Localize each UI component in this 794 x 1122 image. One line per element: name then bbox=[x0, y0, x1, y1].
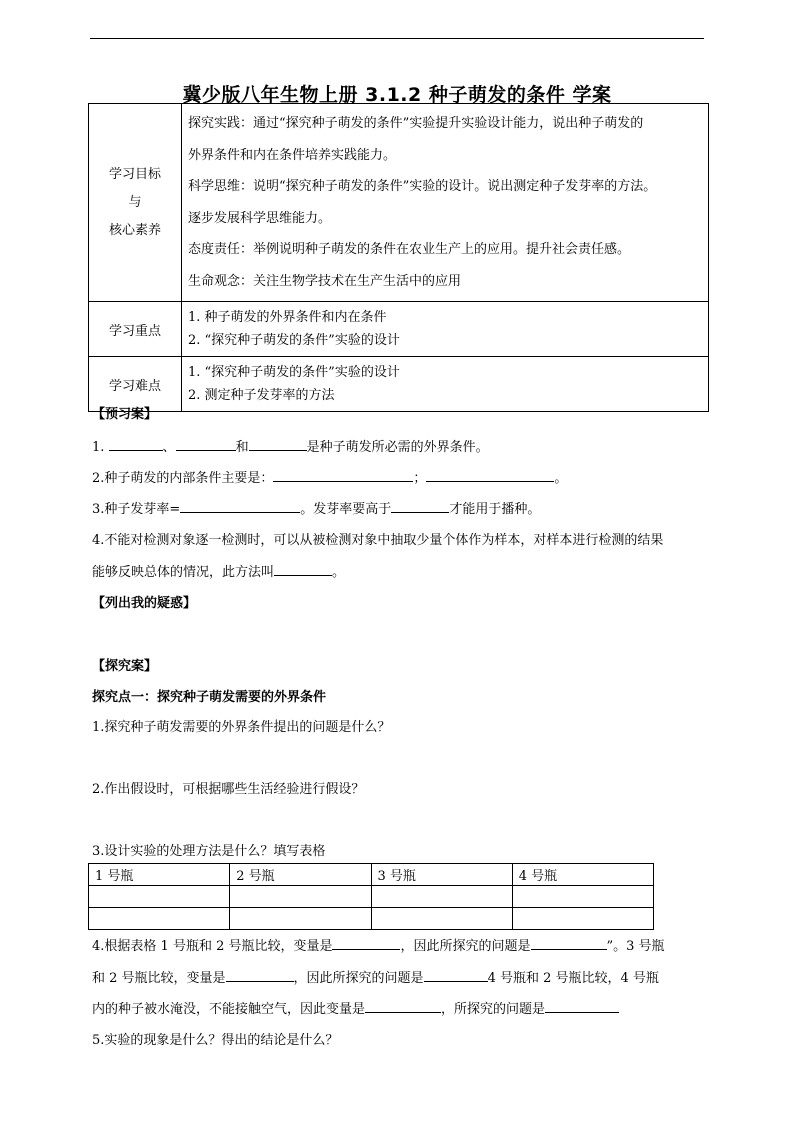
table-cell[interactable] bbox=[512, 908, 653, 930]
explore-q4-line3 bbox=[92, 998, 619, 1017]
table-row bbox=[89, 864, 654, 886]
explore-q1: 1.探究种子萌发需要的外界条件提出的问题是什么？ bbox=[92, 720, 391, 735]
q-text: 和 bbox=[235, 440, 249, 455]
table-header-cell: 3 号瓶 bbox=[371, 864, 512, 886]
preview-q2 bbox=[92, 467, 567, 486]
table-header-cell: 2 号瓶 bbox=[230, 864, 371, 886]
blank-field[interactable] bbox=[226, 969, 294, 982]
content-line: 探究实践：通过“探究种子萌发的条件”实验提升实验设计能力，说出种子萌发的 bbox=[188, 116, 644, 131]
table-row bbox=[89, 908, 654, 930]
q-text: 。发芽率要高于 bbox=[300, 502, 392, 517]
table-row bbox=[89, 302, 709, 357]
table-cell[interactable] bbox=[371, 886, 512, 908]
explore-point1: 探究点一：探究种子萌发需要的外界条件 bbox=[92, 690, 327, 705]
preview-heading: 【预习案】 bbox=[92, 407, 158, 422]
table-row bbox=[89, 357, 709, 412]
row-content bbox=[182, 302, 709, 357]
content-line: 态度责任：举例说明种子萌发的条件在农业生产上的应用。提升社会责任感。 bbox=[188, 242, 631, 257]
header-rule bbox=[90, 38, 704, 39]
page-title: 冀少版八年生物上册 3.1.2 种子萌发的条件 学案 bbox=[182, 84, 612, 106]
content-line: 1. “探究种子萌发的条件”实验的设计 bbox=[188, 365, 400, 380]
q-text: 和 2 号瓶比较，变量是 bbox=[92, 971, 226, 986]
q-text: 。 bbox=[554, 471, 568, 486]
row-content bbox=[182, 357, 709, 412]
q-text: ； bbox=[413, 471, 427, 486]
table-header-cell: 4 号瓶 bbox=[512, 864, 653, 886]
content-line: 生命观念：关注生物学技术在生产生活中的应用 bbox=[188, 273, 462, 289]
label-line: 与 bbox=[128, 194, 142, 210]
q-text: 。 bbox=[332, 565, 346, 580]
preview-q4-line1: 4.不能对检测对象逐一检测时，可以从被检测对象中抽取少量个体作为样本，对样本进行检测的结果 bbox=[92, 533, 664, 548]
q-text: ”。3 号瓶 bbox=[606, 939, 665, 954]
explore-heading: 【探究案】 bbox=[92, 659, 158, 674]
blank-field[interactable] bbox=[176, 438, 236, 451]
row-label bbox=[89, 104, 182, 302]
label-line: 核心素养 bbox=[108, 222, 161, 238]
q-text: 4.根据表格 1 号瓶和 2 号瓶比较，变量是 bbox=[92, 939, 333, 954]
label-line: 学习目标 bbox=[108, 166, 161, 182]
q-text: ，所探究的问题是 bbox=[441, 1002, 546, 1017]
blank-field[interactable] bbox=[249, 438, 307, 451]
blank-field[interactable] bbox=[332, 937, 400, 950]
explore-q4-line1 bbox=[92, 935, 665, 954]
table-header-cell: 1 号瓶 bbox=[89, 864, 230, 886]
content-line: 1. 种子萌发的外界条件和内在条件 bbox=[188, 310, 387, 325]
table-row bbox=[89, 886, 654, 908]
blank-field[interactable] bbox=[391, 500, 449, 513]
q-text: 3.种子发芽率= bbox=[92, 502, 181, 517]
table-cell[interactable] bbox=[89, 908, 230, 930]
q-text: 是种子萌发所必需的外界条件。 bbox=[306, 440, 489, 455]
content-line: 2. “探究种子萌发的条件”实验的设计 bbox=[188, 333, 400, 348]
q-text: 2.种子萌发的内部条件主要是： bbox=[92, 471, 274, 486]
explore-q2: 2.作出假设时，可根据哪些生活经验进行假设？ bbox=[92, 782, 365, 797]
objectives-table bbox=[88, 103, 709, 412]
row-label: 学习难点 bbox=[89, 357, 182, 412]
q-text: ，因此所探究的问题是 bbox=[293, 971, 424, 986]
table-cell[interactable] bbox=[512, 886, 653, 908]
table-row bbox=[89, 104, 709, 302]
blank-field[interactable] bbox=[426, 469, 554, 482]
row-label: 学习重点 bbox=[89, 302, 182, 357]
explore-q5: 5.实验的现象是什么？得出的结论是什么？ bbox=[92, 1033, 339, 1048]
content-line: 外界条件和内在条件培养实践能力。 bbox=[188, 147, 397, 163]
blank-field[interactable] bbox=[365, 1000, 441, 1013]
q-text: 、 bbox=[162, 440, 176, 455]
row-content bbox=[182, 104, 709, 302]
blank-field[interactable] bbox=[273, 469, 413, 482]
explore-q4-line2 bbox=[92, 967, 659, 986]
table-cell[interactable] bbox=[230, 886, 371, 908]
preview-q3 bbox=[92, 498, 540, 517]
preview-q1 bbox=[92, 436, 489, 455]
blank-field[interactable] bbox=[531, 937, 607, 950]
doubts-heading: 【列出我的疑惑】 bbox=[92, 596, 197, 611]
blank-field[interactable] bbox=[180, 500, 300, 513]
preview-q4-line2 bbox=[92, 561, 345, 580]
explore-q3: 3.设计实验的处理方法是什么？填写表格 bbox=[92, 844, 326, 859]
bottle-table bbox=[88, 863, 654, 930]
blank-field[interactable] bbox=[545, 1000, 619, 1013]
q-text: 内的种子被水淹没，不能接触空气，因此变量是 bbox=[92, 1002, 366, 1017]
content-line: 2. 测定种子发芽率的方法 bbox=[188, 388, 335, 403]
blank-field[interactable] bbox=[274, 563, 332, 576]
table-cell[interactable] bbox=[230, 908, 371, 930]
q-text: ，因此所探究的问题是 bbox=[400, 939, 531, 954]
q-number: 1. bbox=[92, 440, 105, 455]
q-text: 能够反映总体的情况，此方法叫 bbox=[92, 565, 275, 580]
q-text: 4 号瓶和 2 号瓶比较，4 号瓶 bbox=[487, 971, 659, 986]
content-line: 科学思维：说明“探究种子萌发的条件”实验的设计。说出测定种子发芽率的方法。 bbox=[188, 179, 657, 194]
q-text: 才能用于播种。 bbox=[449, 502, 541, 517]
blank-field[interactable] bbox=[109, 438, 163, 451]
content-line: 逐步发展科学思维能力。 bbox=[188, 210, 332, 226]
table-cell[interactable] bbox=[89, 886, 230, 908]
table-cell[interactable] bbox=[371, 908, 512, 930]
blank-field[interactable] bbox=[424, 969, 488, 982]
